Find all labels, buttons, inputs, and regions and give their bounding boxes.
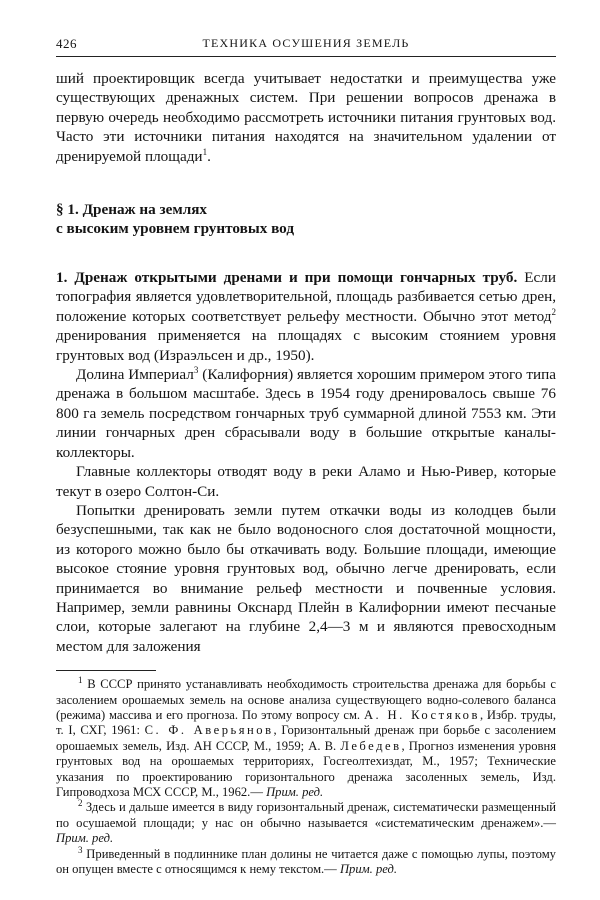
section-heading-line-1: § 1. Дренаж на землях (56, 201, 208, 219)
footnote-ref-3: 3 (193, 365, 199, 375)
footnote-3: $^3$ Приведенный в подлиннике план долины не читается даже с помощью лупы, поэтому он опущен вместе с относящимся к нему текстом.— Прим. ред. (56, 844, 556, 877)
footnote-rule (56, 670, 156, 671)
footnote-ref-2: 2 (551, 306, 556, 317)
page-header (56, 34, 556, 54)
footnotes (56, 674, 557, 877)
intro-paragraph: ший проектировщик всегда учитывает недостатки и преимущества уже существующих дренажных систем. При решении вопросов дренажа в первую очередь необходимо рассмотреть источники питания грунтовых вод. Часто эти источники питания находятся на значительном удалении от дренируемой площади$^1$. (56, 70, 556, 165)
section-heading (56, 200, 556, 238)
paragraph-1: 1. Дренаж открытыми дренами и при помощи гончарных труб. Если топография является удовлетворительной, площадь разбивается сетью дрен, положение которых соответствует рельефу местности. Обычно этот метод$^2$ дренирования применяется на площадях с высоким стоянием уровня грунтовых вод (Израэльсен и др., 1950). (56, 269, 556, 364)
paragraph-3: Главные коллекторы отводят воду в реки Аламо и Нью-Ривер, которые текут в озеро Солтон-Си. (56, 463, 556, 500)
book-page (56, 34, 556, 877)
footnote-1: $^1$ В СССР принято устанавливать необходимость строительства дренажа для борьбы с засолением орошаемых земель на основе анализа существующего водно-солевого баланса (режима) массива и его прогноза. По этому вопросу см. А. Н. Костяков, Избр. труды, т. I, СХГ, 1961: С. Ф. Аверьянов, Горизонтальный дренаж при борьбе с засолением орошаемых земель, Изд. АН СССР, М., 1959; А. В. Лебедев, Прогноз изменения уровня грунтовых вод на орошаемых территориях, Госгеолтехиздат, М., 1957; Технические указания по проектированию горизонтального дренажа засоленных земель, Изд. Гипроводхоза МСХ СССР, М., 1962.— Прим. ред. (56, 674, 557, 799)
footnote-2: $^2$ Здесь и дальше имеется в виду горизонтальный дренаж, систематически размещенный по осушаемой площади; у нас он обычно называется «систематическим дренажем».— Прим. ред. (56, 798, 556, 846)
paragraph-2: Долина Империал$^3$ (Калифорния) является хорошим примером этого типа дренажа в большом масштабе. Здесь в 1954 году дренировалось свыше 76 800 га земель посредством гончарных труб суммарной длиной 7553 км. Эти линии гончарных дрен сбрасывали воду в большие открытые каналы-коллекторы. (56, 365, 557, 461)
section-heading-line-2: с высоким уровнем грунтовых вод (56, 220, 295, 238)
header-rule (56, 56, 556, 57)
footnote-ref-1: 1 (202, 146, 208, 157)
subsection-heading: 1. Дренаж открытыми дренами и при помощи гончарных труб. (56, 269, 518, 287)
page-number: 426 (56, 36, 77, 51)
running-title: ТЕХНИКА ОСУШЕНИЯ ЗЕМЕЛЬ (202, 36, 410, 50)
paragraph-4: Попытки дренировать земли путем откачки воды из колодцев были безуспешными, так как не было водоносного слоя достаточной мощности, из которого можно было бы откачивать воду. Большие площади, имеющие высокое стояние уровня грунтовых вод, обычно легче дренировать, если принимается во внимание рельеф местности и почвенные условия. Например, земли равнины Окснард Плейн в Калифорнии имеют песчаные слои, которые залегают на глубине 2,4—3 м и являются превосходным местом для заложения (56, 501, 556, 655)
main-text (56, 69, 556, 656)
